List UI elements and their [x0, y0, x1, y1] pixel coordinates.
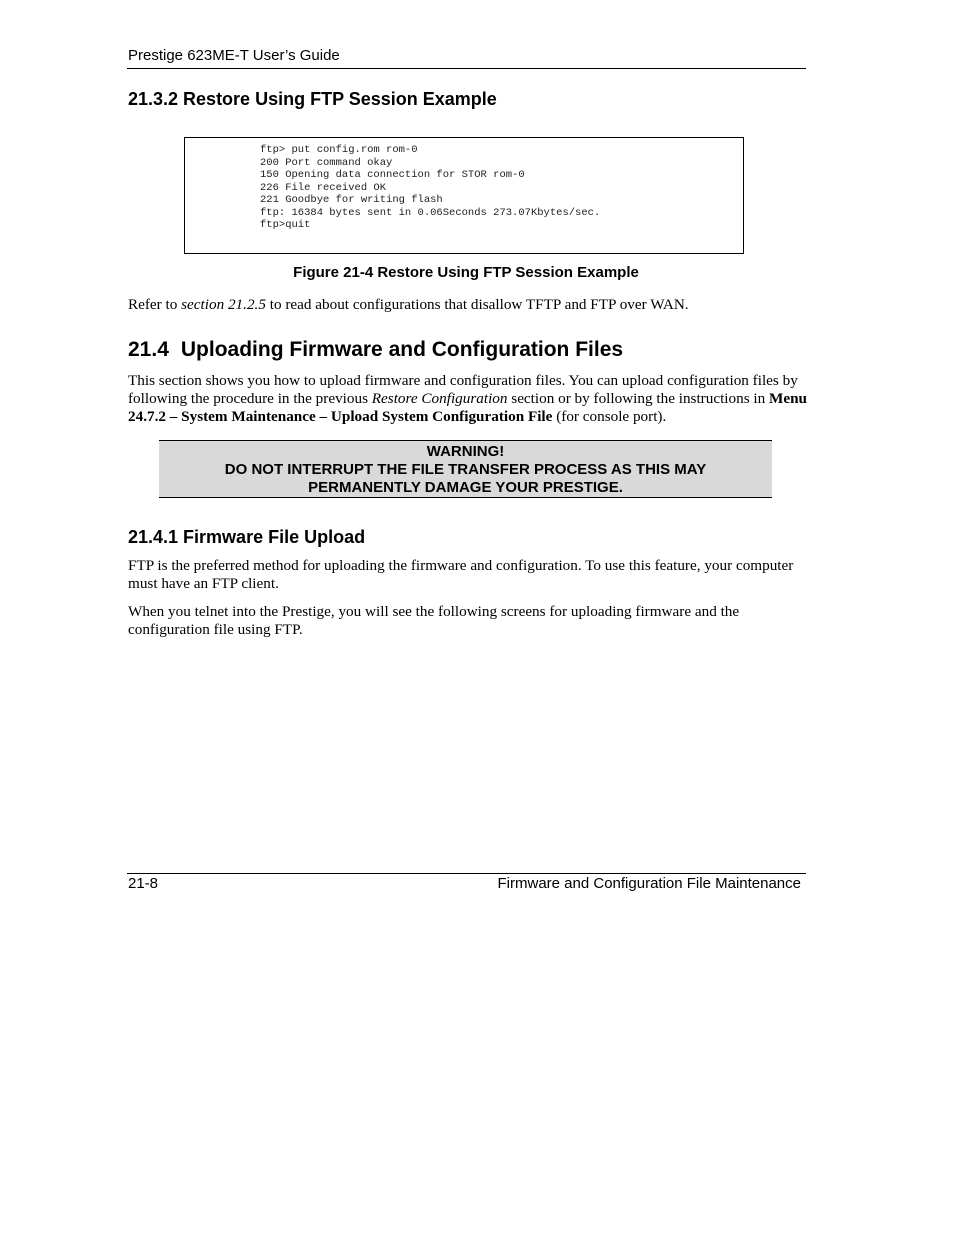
section-title: Uploading Firmware and Configuration Files [180, 338, 624, 361]
refer-text-post: to read about configurations that disallow TFTP and FTP over WAN. [265, 296, 689, 313]
section-heading-21-4-1: 21.4.1 Firmware File Upload [128, 527, 366, 547]
refer-text-pre: Refer to [128, 296, 182, 313]
section-heading-21-3-2: 21.3.2 Restore Using FTP Session Example [128, 89, 497, 109]
intro-paragraph [128, 372, 808, 426]
figure-caption: Figure 21-4 Restore Using FTP Session Example [293, 264, 639, 281]
ftp-session-codebox [184, 137, 744, 254]
header-rule [127, 68, 806, 69]
intro-text-2: section or by following the instructions in [507, 390, 770, 407]
section-number: 21.4 [128, 338, 169, 361]
section-reference: section 21.2.5 [181, 296, 266, 313]
warning-box [159, 440, 772, 498]
footer-chapter-title: Firmware and Configuration File Maintenance [497, 875, 801, 892]
refer-paragraph [128, 296, 808, 314]
warning-line-1: DO NOT INTERRUPT THE FILE TRANSFER PROCESS AS THIS MAY [224, 461, 707, 478]
section-heading-21-4 [128, 338, 623, 362]
running-header-title: Prestige 623ME-T User’s Guide [128, 47, 340, 64]
intro-italic: Restore Configuration [371, 390, 508, 407]
intro-text-1: This section shows you how to upload firmware and configuration files. You can upload configuration files by following the procedure in the previous [128, 372, 798, 407]
footer-rule [127, 873, 806, 874]
ftp-session-code: ftp> put config.rom rom-0 200 Port command okay 150 Opening data connection for STOR rom-0 226 File received OK 221 Goodbye for writing flash ftp: 16384 bytes sent in 0.06Seconds 273.07Kbytes/sec. ftp>quit [260, 144, 601, 231]
warning-line-2: PERMANENTLY DAMAGE YOUR PRESTIGE. [308, 479, 623, 496]
warning-title: WARNING! [426, 443, 505, 460]
telnet-paragraph: When you telnet into the Prestige, you will see the following screens for uploading firmware and the configuration file using FTP. [128, 603, 740, 638]
ftp-paragraph: FTP is the preferred method for uploading the firmware and configuration. To use this feature, your computer must have an FTP client. [128, 557, 794, 592]
intro-text-3: (for console port). [552, 408, 667, 425]
footer-page-number: 21-8 [128, 875, 159, 892]
menu-reference: Menu 24.7.2 – System Maintenance – Upload System Configuration File [128, 390, 807, 425]
